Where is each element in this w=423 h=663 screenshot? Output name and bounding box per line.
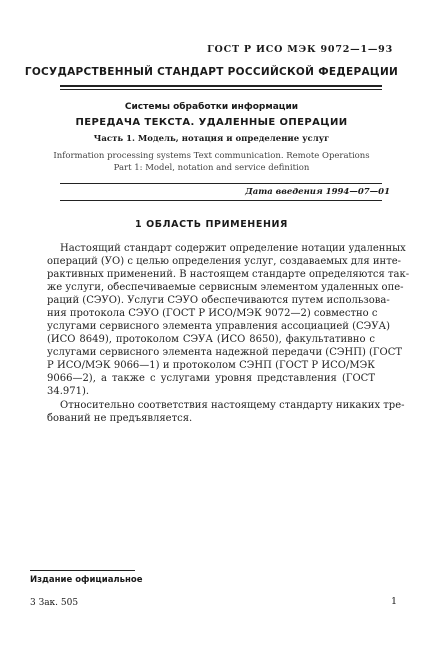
english-title-2: Part 1: Model, notation and service definition	[113, 163, 310, 173]
body-line: 9066—2), а также с услугами уровня представления (ГОСТ	[47, 373, 375, 384]
body-line: Относительно соответствия настоящему стандарту никаких тре-	[60, 400, 405, 411]
body-line: услугами сервисного элемента надежной передачи (СЭНП) (ГОСТ	[47, 347, 403, 358]
body-line: рактивных применений. В настоящем стандарте определяются так-	[47, 269, 410, 280]
title-line-2: ПЕРЕДАЧА ТЕКСТА. УДАЛЕННЫЕ ОПЕРАЦИИ	[75, 117, 348, 128]
body-line: раций (СЭУО). Услуги СЭУО обеспечиваются путем использова-	[47, 295, 390, 306]
header-rule-thin	[60, 89, 382, 90]
body-line: Настоящий стандарт содержит определение нотации удаленных	[60, 243, 406, 254]
gost-code: ГОСТ Р ИСО МЭК 9072—1—93	[207, 44, 393, 55]
title-line-3: Часть 1. Модель, нотация и определение услуг	[93, 134, 330, 144]
body-line: Р ИСО/МЭК 9066—1) и протоколом СЭНП (ГОСТ Р ИСО/МЭК	[47, 360, 375, 371]
body-line: операций (УО) с целью определения услуг, создаваемых для инте-	[47, 256, 402, 267]
body-line: же услуги, обеспечиваемые сервисным элементом удаленных опе-	[47, 282, 404, 293]
body-line: услугами сервисного элемента управления ассоциацией (СЭУА)	[47, 321, 391, 332]
date-rule-bottom	[60, 200, 382, 201]
english-title-1: Information processing systems Text communication. Remote Operations	[53, 151, 370, 161]
date-rule	[60, 183, 382, 184]
page-number: 1	[390, 596, 397, 607]
standard-title: ГОСУДАРСТВЕННЫЙ СТАНДАРТ РОССИЙСКОЙ ФЕДЕРАЦИИ	[24, 66, 399, 78]
footer-official-edition: Издание официальное	[30, 575, 143, 585]
section-heading: 1 ОБЛАСТЬ ПРИМЕНЕНИЯ	[135, 219, 288, 230]
footer-order-number: 3 Зак. 505	[30, 598, 79, 608]
body-line: (ИСО 8649), протоколом СЭУА (ИСО 8650), факультативно с	[47, 334, 375, 345]
body-line: 34.971).	[47, 386, 90, 397]
footer-rule	[30, 570, 135, 571]
body-line: бований не предъявляется.	[47, 413, 193, 424]
body-line: ния протокола СЭУО (ГОСТ Р ИСО/МЭК 9072—2) совместно с	[47, 308, 378, 319]
header-rule-thick	[60, 85, 382, 87]
date-of-introduction: Дата введения 1994—07—01	[245, 187, 390, 197]
title-line-1: Системы обработки информации	[124, 102, 299, 112]
